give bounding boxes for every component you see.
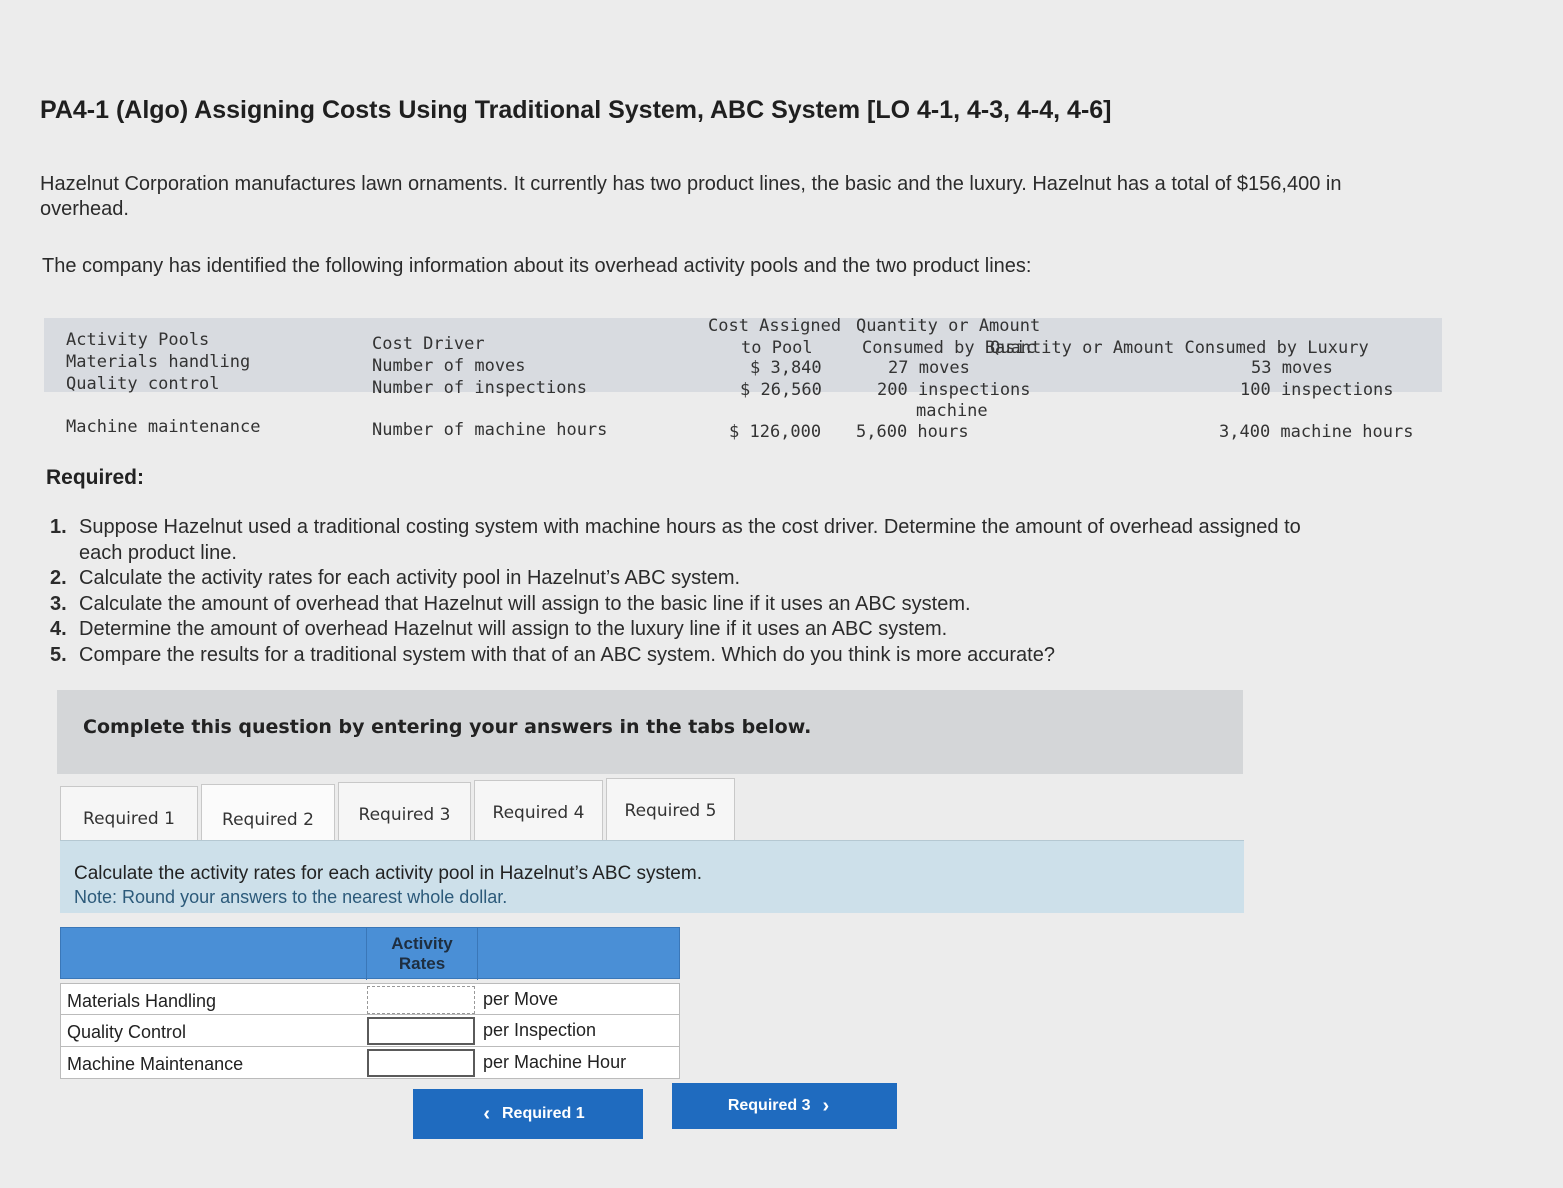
row-driver: Number of machine hours bbox=[372, 420, 608, 440]
instructions-banner-text: Complete this question by entering your answers in the tabs below. bbox=[83, 716, 812, 738]
list-item-text: Compare the results for a traditional system with that of an ABC system. Which do you think is more accurate? bbox=[79, 643, 1055, 666]
list-item-text: Calculate the amount of overhead that Hazelnut will assign to the basic line if it uses an ABC system. bbox=[79, 592, 971, 615]
required-heading: Required: bbox=[46, 466, 145, 489]
tab-required-1[interactable]: Required 1 bbox=[60, 786, 198, 852]
previous-button-label: Required 1 bbox=[501, 1105, 585, 1122]
instruction-text: Calculate the activity rates for each activity pool in Hazelnut’s ABC system. bbox=[74, 863, 702, 884]
previous-required-button[interactable] bbox=[413, 1089, 643, 1139]
list-item-number: 3. bbox=[50, 592, 67, 615]
list-item bbox=[46, 592, 1346, 618]
table-row bbox=[60, 1015, 680, 1047]
row-basic-line1: machine bbox=[916, 401, 988, 421]
row-cost: $ 26,560 bbox=[740, 380, 822, 400]
row-unit: per Inspection bbox=[483, 1020, 597, 1040]
row-unit: per Machine Hour bbox=[483, 1052, 627, 1072]
row-luxury: 3,400 machine hours bbox=[1219, 422, 1414, 442]
row-basic-line2: 5,600 hours bbox=[856, 422, 969, 442]
header-basic-line2: Consumed by Basic bbox=[862, 338, 1036, 358]
machine-maintenance-rate-input[interactable] bbox=[367, 1049, 475, 1077]
header-to-pool: to Pool bbox=[741, 338, 813, 358]
row-pool: Materials handling bbox=[66, 352, 251, 372]
row-luxury: 100 inspections bbox=[1240, 380, 1394, 400]
quality-control-rate-input[interactable] bbox=[367, 1017, 475, 1045]
requirements-list bbox=[46, 515, 1346, 668]
list-item-text: Calculate the activity rates for each activity pool in Hazelnut’s ABC system. bbox=[79, 567, 741, 589]
header-activity-pools: Activity Pools bbox=[66, 330, 210, 350]
materials-handling-rate-input[interactable] bbox=[367, 986, 475, 1014]
chevron-left-icon: ‹ bbox=[483, 1102, 490, 1125]
list-item-number: 1. bbox=[50, 516, 67, 538]
tab-required-4[interactable]: Required 4 bbox=[474, 780, 603, 846]
row-luxury: 53 moves bbox=[1251, 358, 1333, 378]
header-luxury: Quantity or Amount Consumed by Luxury bbox=[990, 338, 1369, 358]
row-driver: Number of inspections bbox=[372, 378, 587, 398]
list-item-number: 5. bbox=[50, 643, 67, 666]
next-required-button[interactable] bbox=[672, 1083, 897, 1129]
table-header bbox=[60, 927, 680, 979]
list-item-number: 2. bbox=[50, 567, 67, 589]
intro-paragraph-2: The company has identified the following information about its overhead activity pools and the two product lines: bbox=[42, 255, 1032, 277]
activity-info-table bbox=[44, 312, 1442, 452]
row-driver: Number of moves bbox=[372, 356, 526, 376]
list-item-text: Determine the amount of overhead Hazelnut will assign to the luxury line if it uses an ABC system. bbox=[79, 618, 948, 640]
row-unit: per Move bbox=[483, 989, 559, 1009]
row-label: Quality Control bbox=[67, 1022, 187, 1042]
list-item bbox=[46, 515, 1346, 566]
header-cost-assigned: Cost Assigned bbox=[708, 316, 842, 336]
tab-required-3[interactable]: Required 3 bbox=[338, 782, 471, 848]
tab-required-2[interactable]: Required 2 bbox=[201, 784, 335, 854]
rounding-note: Note: Round your answers to the nearest whole dollar. bbox=[74, 887, 508, 907]
table-row bbox=[60, 983, 680, 1015]
header-cost-driver: Cost Driver bbox=[372, 334, 485, 354]
column-header-activity-rates: Activity Rates bbox=[391, 934, 453, 973]
table-row bbox=[60, 1047, 680, 1079]
row-label: Materials Handling bbox=[67, 991, 217, 1011]
row-cost: $ 3,840 bbox=[750, 358, 822, 378]
next-button-label: Required 3 bbox=[727, 1097, 811, 1114]
header-basic-line1: Quantity or Amount bbox=[856, 316, 1041, 336]
intro-paragraph: Hazelnut Corporation manufactures lawn ornaments. It currently has two product lines, the basic and the luxury. Hazelnut has a total of $156,400 in overhead. bbox=[40, 173, 1342, 220]
activity-rates-table bbox=[60, 927, 680, 1083]
question-instruction-panel bbox=[60, 840, 1244, 913]
instructions-banner bbox=[57, 690, 1243, 774]
row-label: Machine Maintenance bbox=[67, 1054, 244, 1074]
page-title: PA4-1 (Algo) Assigning Costs Using Traditional System, ABC System [LO 4-1, 4-3, 4-4, 4-6] bbox=[40, 96, 1112, 124]
row-cost: $ 126,000 bbox=[729, 422, 822, 442]
row-pool: Machine maintenance bbox=[66, 417, 261, 437]
list-item bbox=[46, 643, 1346, 669]
row-basic: 27 moves bbox=[888, 358, 970, 378]
list-item-number: 4. bbox=[50, 618, 67, 640]
chevron-right-icon: › bbox=[822, 1094, 830, 1117]
row-pool: Quality control bbox=[66, 374, 220, 394]
list-item bbox=[46, 617, 1346, 643]
row-basic: 200 inspections bbox=[877, 380, 1031, 400]
list-item-text: Suppose Hazelnut used a traditional costing system with machine hours as the cost driver. Determine the amount of overhead assigned to each product line. bbox=[79, 516, 1301, 564]
list-item bbox=[46, 566, 1346, 592]
tab-required-5[interactable]: Required 5 bbox=[606, 778, 735, 844]
